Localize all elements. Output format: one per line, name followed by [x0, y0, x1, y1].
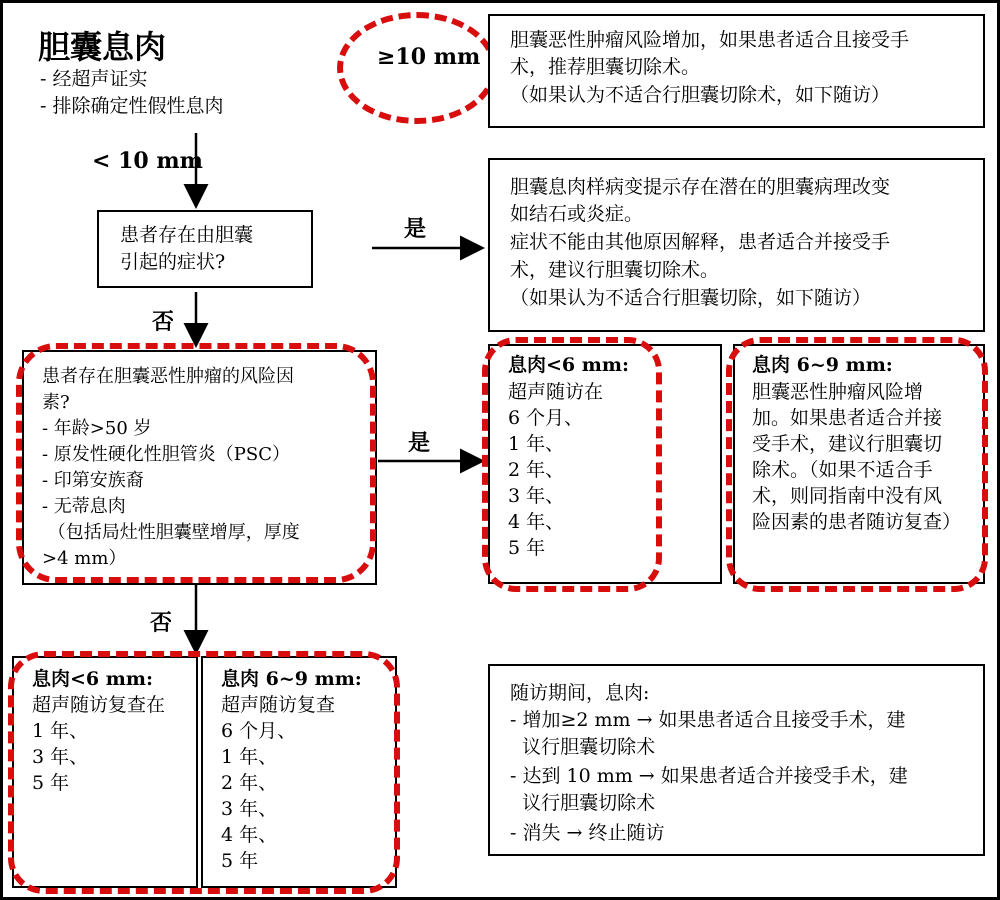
symptom-line-4: 术，建议行胆囊切除术。	[510, 259, 720, 281]
norisk-69-line-6: 4 年、	[221, 824, 278, 846]
risk-lt6-line-2: 6 个月、	[508, 407, 584, 429]
q2-line-1: 患者存在胆囊恶性肿瘤的风险因	[42, 366, 294, 387]
norisk-69-heading: 息肉 6~9 mm:	[221, 668, 362, 690]
followup-line-3: 议行胆囊切除术	[510, 736, 656, 758]
risk-lt6-line-7: 5 年	[508, 537, 546, 559]
norisk-69-line-7: 5 年	[221, 850, 259, 872]
q2-line-7: （包括局灶性胆囊壁增厚，厚度	[42, 522, 300, 543]
q2-line-2: 素?	[42, 392, 70, 413]
intro-line-1: - 经超声证实	[40, 68, 148, 90]
risk-69-line-6: 险因素的患者随访复查）	[752, 511, 962, 533]
top-right-line-2: 术，推荐胆囊切除术。	[510, 56, 701, 78]
risk-lt6-line-4: 2 年、	[508, 459, 565, 481]
followup-line-5: 议行胆囊切除术	[510, 792, 656, 814]
risk-lt6-heading: 息肉<6 mm:	[508, 354, 629, 376]
intro-line-2: - 排除确定性假性息肉	[40, 95, 224, 117]
risk-69-heading: 息肉 6~9 mm:	[752, 354, 893, 376]
q2-line-3: - 年龄>50 岁	[42, 418, 152, 439]
q2-line-4: - 原发性硬化性胆管炎（PSC）	[42, 444, 291, 465]
followup-line-6: - 消失 → 终止随访	[510, 822, 665, 844]
norisk-lt6-heading: 息肉<6 mm:	[32, 668, 153, 690]
followup-line-1: 随访期间，息肉:	[510, 682, 650, 704]
norisk-lt6-line-3: 3 年、	[32, 746, 89, 768]
risk-lt6-line-1: 超声随访在	[508, 381, 604, 403]
symptom-line-1: 胆囊息肉样病变提示存在潜在的胆囊病理改变	[510, 176, 891, 198]
q1-line-2: 引起的症状?	[120, 251, 226, 273]
risk-69-line-1: 胆囊恶性肿瘤风险增	[752, 381, 924, 403]
edge-label-yes-2: 是	[408, 430, 431, 456]
top-right-line-1: 胆囊恶性肿瘤风险增加，如果患者适合且接受手	[510, 29, 910, 51]
norisk-lt6-line-1: 超声随访复查在	[32, 694, 166, 716]
red-highlight-risk-under-6mm	[482, 337, 662, 592]
norisk-lt6-line-4: 5 年	[32, 772, 70, 794]
edge-label-lt10: < 10 mm	[92, 148, 203, 174]
norisk-69-line-4: 2 年、	[221, 772, 278, 794]
norisk-lt6-line-2: 1 年、	[32, 720, 89, 742]
red-highlight-norisk-boxes	[8, 651, 400, 894]
symptom-line-2: 如结石或炎症。	[510, 203, 644, 225]
risk-lt6-line-3: 1 年、	[508, 433, 565, 455]
risk-69-line-3: 受手术，建议行胆囊切	[752, 433, 943, 455]
red-highlight-risk-factors	[16, 343, 376, 583]
q2-line-8: >4 mm）	[42, 548, 127, 569]
followup-line-2: - 增加≥2 mm → 如果患者适合且接受手术，建	[510, 709, 906, 731]
norisk-69-line-5: 3 年、	[221, 798, 278, 820]
risk-lt6-line-6: 4 年、	[508, 511, 565, 533]
norisk-69-line-1: 超声随访复查	[221, 694, 336, 716]
q2-line-5: - 印第安族裔	[42, 470, 144, 491]
symptom-line-3: 症状不能由其他原因解释，患者适合并接受手	[510, 231, 891, 253]
top-right-line-3: （如果认为不适合行胆囊切除术，如下随访）	[510, 84, 891, 106]
page-title: 胆囊息肉	[38, 28, 167, 66]
q1-line-1: 患者存在由胆囊	[120, 224, 254, 246]
norisk-69-line-2: 6 个月、	[221, 720, 297, 742]
symptom-line-5: （如果认为不适合行胆囊切除，如下随访）	[510, 287, 872, 309]
red-highlight-ellipse	[337, 12, 497, 124]
edge-label-ge10: ≥10 mm	[377, 44, 481, 70]
risk-69-line-2: 加。如果患者适合并接	[752, 407, 943, 429]
q2-line-6: - 无蒂息肉	[42, 496, 126, 517]
risk-69-line-5: 术，则同指南中没有风	[752, 485, 943, 507]
edge-label-no-2: 否	[150, 610, 173, 636]
risk-lt6-line-5: 3 年、	[508, 485, 565, 507]
edge-label-yes-1: 是	[404, 216, 427, 242]
followup-line-4: - 达到 10 mm → 如果患者适合并接受手术，建	[510, 765, 908, 787]
risk-69-line-4: 除术。（如果不适合手	[752, 459, 933, 481]
red-highlight-risk-6-9mm	[726, 337, 988, 592]
edge-label-no-1: 否	[152, 309, 175, 335]
norisk-69-line-3: 1 年、	[221, 746, 278, 768]
